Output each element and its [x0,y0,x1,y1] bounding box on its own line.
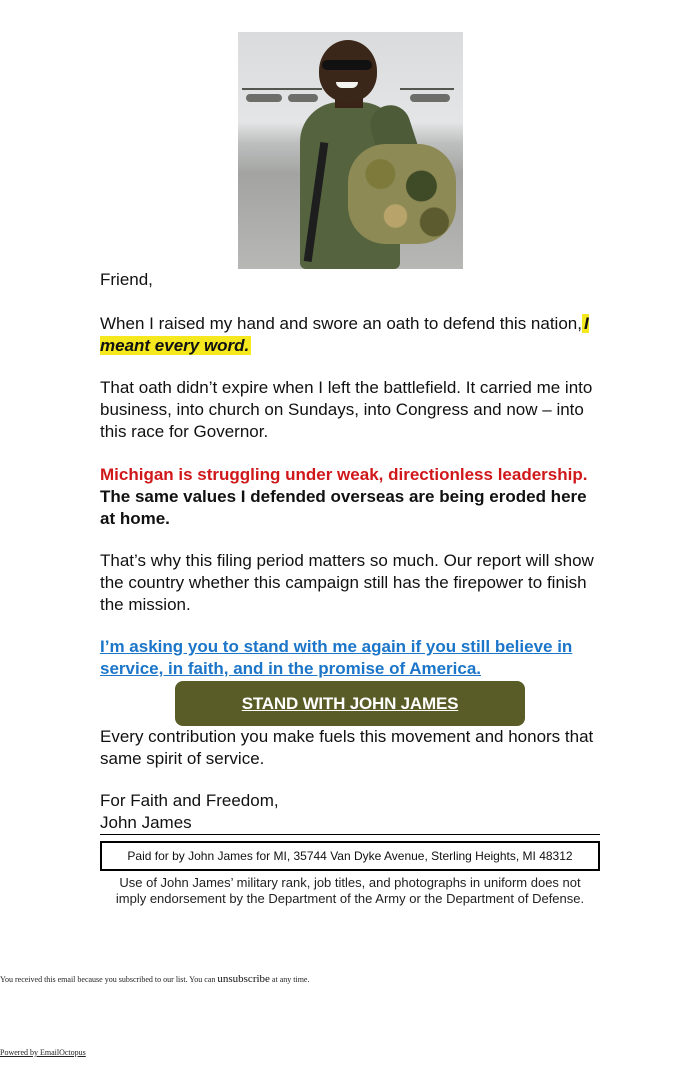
divider [100,834,600,835]
hero-photo [238,32,463,269]
paragraph-oath [100,313,600,357]
paragraph-michigan [100,464,600,530]
paragraph-service: That oath didn’t expire when I left the battlefield. It carried me into business, into church on Sundays, into Congress and now – into this race for Governor. [100,378,593,441]
paragraph-filing: That’s why this filing period matters so much. Our report will show the country whether this campaign still has the firepower to finish the mission. [100,551,594,614]
paragraph-contribution: Every contribution you make fuels this movement and honors that same spirit of service. [100,727,594,768]
powered-by-link[interactable]: Powered by EmailOctopus [0,1048,86,1057]
stand-with-john-james-button[interactable]: STAND WITH JOHN JAMES [175,681,525,726]
bold-statement: The same values I defended overseas are being eroded here at home. [100,487,587,528]
helicopter-rotor-icon [400,88,454,90]
disclaimer: Use of John James’ military rank, job titles, and photographs in uniform does not imply endorsement by the Department of the Army or the Department of Defense. [115,875,585,906]
smile-icon [336,82,358,88]
stand-with-me-link[interactable]: I’m asking you to stand with me again if you still believe in service, in faith, and in the promise of America. [100,637,573,678]
camouflage-bag [348,144,456,244]
paragraph-oath-text: When I raised my hand and swore an oath to defend this nation, [100,314,582,333]
unsubscribe-link[interactable]: unsubscribe [217,973,270,985]
greeting: Friend, [100,270,153,289]
paragraph-link [100,636,600,680]
red-statement: Michigan is struggling under weak, directionless leadership. [100,465,588,484]
helicopter-icon [410,94,450,102]
footer-after-text: at any time. [271,975,310,984]
soldier-head [319,40,377,102]
closing: For Faith and Freedom, [100,791,279,810]
paid-for-box [100,841,600,871]
helicopter-icon [288,94,318,102]
footer-before-text: You received this email because you subscribed to our list. You can [0,975,216,984]
signature: John James [100,813,192,832]
footer [0,973,309,985]
helicopter-rotor-icon [284,88,322,90]
paid-for-text: Paid for by John James for MI, 35744 Van Dyke Avenue, Sterling Heights, MI 48312 [127,849,573,863]
sunglasses-icon [322,60,372,70]
highlight-text: I meant every word. [100,314,589,355]
helicopter-rotor-icon [242,88,290,90]
helicopter-icon [246,94,282,102]
